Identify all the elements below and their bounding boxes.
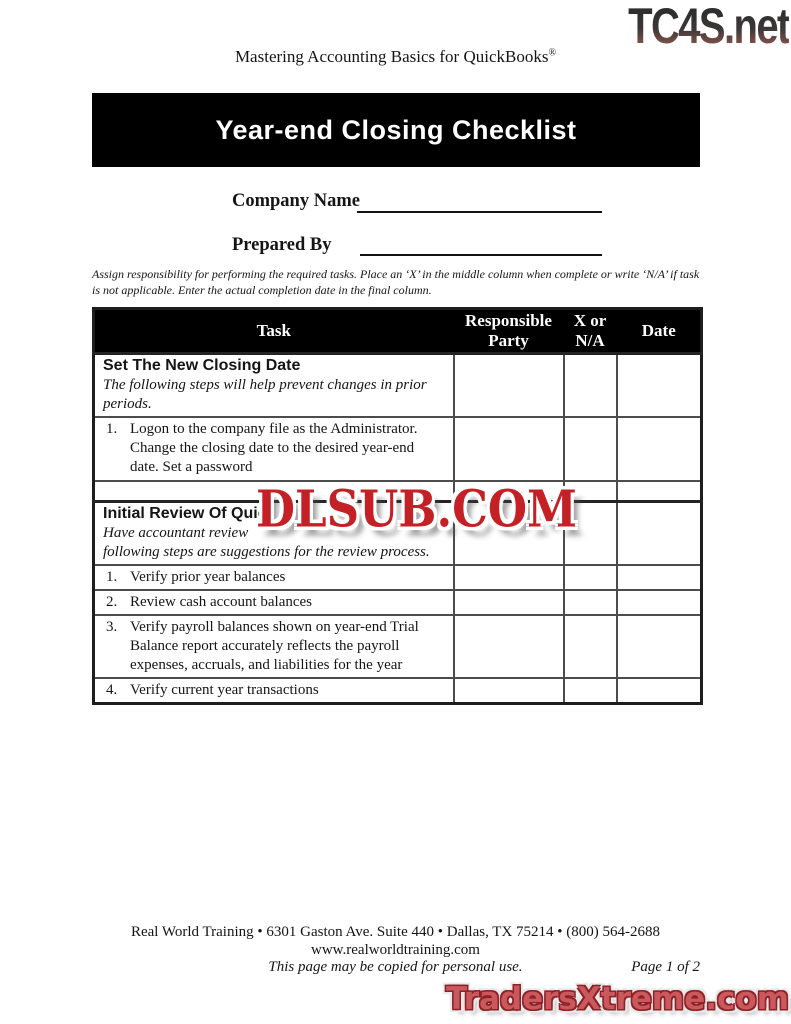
x-or-na-cell (564, 615, 617, 678)
date-cell (617, 590, 702, 615)
task-cell (94, 590, 454, 615)
footer-website: www.realworldtraining.com (311, 942, 480, 958)
registered-trademark: ® (548, 47, 557, 59)
x-or-na-cell (564, 678, 617, 704)
column-header-task: Task (94, 309, 454, 354)
task-text: Verify prior year balances (130, 568, 286, 585)
page-number: Page 1 of 2 (631, 959, 700, 975)
column-header-responsible-party: Responsible Party (454, 309, 564, 354)
footer-copy-note: This page may be copied for personal use. (268, 959, 523, 975)
responsible-party-cell (454, 565, 564, 590)
task-cell (94, 417, 454, 480)
task-text: Review cash account balances (130, 593, 312, 610)
instructions-text: Assign responsibility for performing the required tasks. Place an ‘X’ in the middle column when complete or write ‘N/A’ if task is not applicable. Enter the actual completion date in the final column. (92, 267, 700, 297)
task-text: Verify current year transactions (130, 682, 319, 699)
date-cell (617, 615, 702, 678)
table-row-task (94, 678, 702, 704)
dlsub-watermark: DLSUB.COM (256, 479, 577, 539)
column-header-date: Date (617, 309, 702, 354)
table-row-task (94, 417, 702, 480)
task-number: 2. (106, 593, 118, 610)
tc4s-watermark: TC4S.net (628, 0, 789, 54)
table-row-task (94, 565, 702, 590)
company-name-label: Company Name (232, 191, 360, 211)
tradersxtreme-watermark: TradersXtreme.com (445, 981, 789, 1017)
section-heading: Set The New Closing Date (103, 357, 301, 374)
prepared-by-blank-line (360, 254, 602, 256)
task-number: 3. (106, 618, 118, 635)
date-cell (617, 417, 702, 480)
prepared-by-label: Prepared By (232, 235, 332, 255)
x-or-na-cell (564, 590, 617, 615)
page-title: Year-end Closing Checklist (215, 114, 577, 145)
title-banner (92, 93, 700, 167)
responsible-party-cell (454, 590, 564, 615)
task-number: 4. (106, 682, 118, 699)
section-description: The following steps will help prevent changes in prior periods. (103, 377, 427, 413)
responsible-party-cell (454, 417, 564, 480)
x-or-na-cell (564, 565, 617, 590)
task-cell (94, 615, 454, 678)
company-name-blank-line (357, 211, 602, 213)
task-text: Verify payroll balances shown on year-end Trial Balance report accurately reflects the payroll expenses, accruals, and liabilities for the year (130, 618, 419, 674)
course-title-text: Mastering Accounting Basics for QuickBooks (234, 47, 549, 66)
date-cell (617, 354, 702, 418)
table-header-row (94, 309, 702, 354)
footer-address: Real World Training • 6301 Gaston Ave. Suite 440 • Dallas, TX 75214 • (800) 564-2688 (130, 924, 661, 940)
date-cell (617, 481, 702, 502)
responsible-party-cell (454, 615, 564, 678)
section-description: Have accountant review (103, 524, 249, 541)
column-header-x-or-na: X or N/A (564, 309, 617, 354)
task-cell (94, 565, 454, 590)
task-number: 1. (106, 568, 118, 585)
responsible-party-cell (454, 354, 564, 418)
date-cell (617, 565, 702, 590)
task-number: 1. (106, 421, 118, 438)
task-text: Logon to the company file as the Administrator. Change the closing date to the desired year-end date. Set a password (130, 421, 418, 476)
task-cell (94, 354, 454, 418)
table-row-task (94, 590, 702, 615)
table-row-task (94, 615, 702, 678)
section-description-continued: following steps are suggestions for the review process. (103, 543, 430, 560)
table-row-section-closing-date (94, 354, 702, 418)
x-or-na-cell (564, 417, 617, 480)
date-cell (617, 501, 702, 565)
x-or-na-cell (564, 354, 617, 418)
task-cell (94, 678, 454, 704)
section-heading: Initial Review Of Quic (103, 504, 267, 522)
date-cell (617, 678, 702, 704)
responsible-party-cell (454, 678, 564, 704)
